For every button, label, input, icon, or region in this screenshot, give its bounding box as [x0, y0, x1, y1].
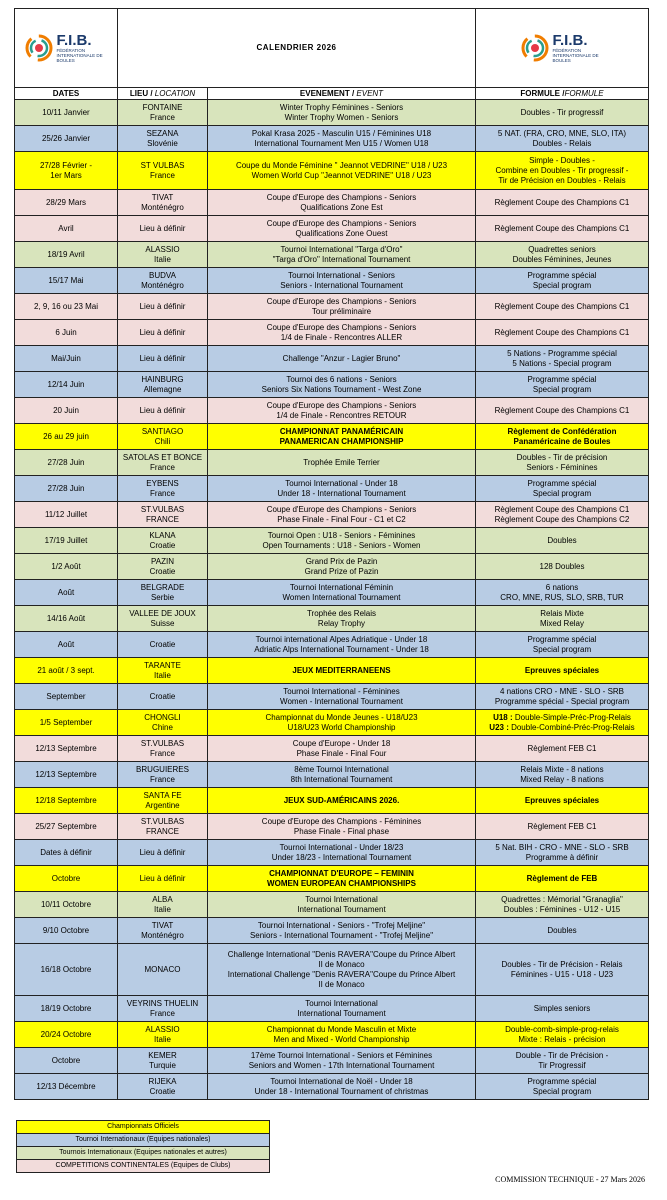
- date-cell: 1/5 September: [15, 710, 118, 736]
- formula-cell: Simple - Doubles - Combine en Doubles - Tir progressif - Tir de Précision en Doubles - Relais: [476, 152, 649, 190]
- event-cell: Coupe d'Europe des Champions - Seniors Qualifications Zone Ouest: [208, 216, 476, 242]
- location-cell: HAINBURG Allemagne: [118, 372, 208, 398]
- calendar-row: [15, 242, 649, 268]
- calendar-row: [15, 152, 649, 190]
- formula-cell: Doubles - Tir de précision Seniors - Féminines: [476, 450, 649, 476]
- column-header-row: [15, 88, 649, 100]
- event-cell: Coupe d'Europe des Champions - Féminines Phase Finale - Final phase: [208, 814, 476, 840]
- location-cell: Lieu à définir: [118, 294, 208, 320]
- event-cell: 8ème Tournoi International 8th International Tournament: [208, 762, 476, 788]
- formula-cell: Quadrettes : Mémorial "Granaglia" Doubles : Féminines - U12 - U15: [476, 892, 649, 918]
- location-cell: ST.VULBAS FRANCE: [118, 814, 208, 840]
- location-cell: VEYRINS THUELIN France: [118, 996, 208, 1022]
- logo-text: F.I.B.: [56, 32, 92, 49]
- date-cell: September: [15, 684, 118, 710]
- col-lieu-fr: LIEU: [129, 88, 149, 98]
- event-cell: Coupe d'Europe des Champions - Seniors Qualifications Zone Est: [208, 190, 476, 216]
- formula-cell: U18 : Double-Simple-Préc-Prog-Relais U23 : Double-Combiné-Préc-Prog-Relais: [476, 710, 649, 736]
- calendar-row: [15, 1022, 649, 1048]
- formula-cell: Programme spécial Special program: [476, 372, 649, 398]
- event-cell: Tournoi International Féminin Women International Tournament: [208, 580, 476, 606]
- fib-logo-icon: [520, 33, 550, 63]
- date-cell: 10/11 Octobre: [15, 892, 118, 918]
- event-cell: Coupe d'Europe des Champions - Seniors Tour préliminaire: [208, 294, 476, 320]
- formula-cell: Quadrettes seniors Doubles Féminines, Jeunes: [476, 242, 649, 268]
- date-cell: Octobre: [15, 866, 118, 892]
- legend-item: COMPETITIONS CONTINENTALES (Equipes de Clubs): [17, 1160, 269, 1172]
- location-cell: BELGRADE Serbie: [118, 580, 208, 606]
- col-lieu-en: LOCATION: [154, 88, 196, 98]
- calendar-row: [15, 762, 649, 788]
- location-cell: ST.VULBAS France: [118, 736, 208, 762]
- event-cell: Championnat du Monde Masculin et Mixte Men and Mixed - World Championship: [208, 1022, 476, 1048]
- date-cell: 20/24 Octobre: [15, 1022, 118, 1048]
- col-formule-fr: FORMULE: [520, 88, 560, 98]
- formula-cell: Doubles - Tir progressif: [476, 100, 649, 126]
- calendar-row: [15, 944, 649, 996]
- formula-cell: Règlement de Confédération Panaméricaine de Boules: [476, 424, 649, 450]
- calendar-rows: [15, 100, 649, 1100]
- event-cell: Winter Trophy Féminines - Seniors Winter Trophy Women - Seniors: [208, 100, 476, 126]
- location-cell: FONTAINE France: [118, 100, 208, 126]
- date-cell: Dates à définir: [15, 840, 118, 866]
- col-dates: DATES: [15, 88, 118, 100]
- calendar-row: [15, 1074, 649, 1100]
- col-lieu: LIEU / LOCATION: [118, 88, 208, 100]
- date-cell: 18/19 Octobre: [15, 996, 118, 1022]
- formula-cell: Programme spécial Special program: [476, 476, 649, 502]
- location-cell: Lieu à définir: [118, 840, 208, 866]
- event-cell: Challenge "Anzur - Lagier Bruno": [208, 346, 476, 372]
- calendar-table: [14, 8, 649, 1100]
- formula-cell: Règlement de FEB: [476, 866, 649, 892]
- event-cell: Tournoi des 6 nations - Seniors Seniors Six Nations Tournament - West Zone: [208, 372, 476, 398]
- event-cell: JEUX MEDITERRANEENS: [208, 658, 476, 684]
- calendar-row: [15, 918, 649, 944]
- formula-cell: Règlement Coupe des Champions C1: [476, 294, 649, 320]
- date-cell: Août: [15, 632, 118, 658]
- formula-cell: 5 Nations - Programme spécial 5 Nations - Special program: [476, 346, 649, 372]
- event-cell: CHAMPIONNAT D'EUROPE – FEMININ WOMEN EUROPEAN CHAMPIONSHIPS: [208, 866, 476, 892]
- formula-cell: Règlement FEB C1: [476, 736, 649, 762]
- logo-left: [15, 9, 118, 88]
- event-cell: Tournoi International - Seniors - "Trofej Meljine" Seniors - International Tournament - "Trofej Meljine": [208, 918, 476, 944]
- formula-cell: Double - Tir de Précision - Tir Progressif: [476, 1048, 649, 1074]
- col-event: EVENEMENT / EVENT: [208, 88, 476, 100]
- date-cell: 12/18 Septembre: [15, 788, 118, 814]
- formula-cell: Simples seniors: [476, 996, 649, 1022]
- date-cell: 27/28 Juin: [15, 476, 118, 502]
- formula-cell: Règlement FEB C1: [476, 814, 649, 840]
- event-cell: Tournoi International de Noël - Under 18 Under 18 - International Tournament of christmas: [208, 1074, 476, 1100]
- location-cell: Lieu à définir: [118, 320, 208, 346]
- calendar-row: [15, 450, 649, 476]
- calendar-row: [15, 398, 649, 424]
- date-cell: 27/28 Février - 1er Mars: [15, 152, 118, 190]
- event-cell: Championnat du Monde Jeunes - U18/U23 U18/U23 World Championship: [208, 710, 476, 736]
- event-cell: Challenge International "Denis RAVERA"Coupe du Prince Albert II de Monaco International Challenge "Denis RAVERA"Coupe du Prince Albert II de Monaco: [208, 944, 476, 996]
- location-cell: KEMER Turquie: [118, 1048, 208, 1074]
- event-cell: Tournoi Open : U18 - Seniors - Féminines Open Tournaments : U18 - Seniors - Women: [208, 528, 476, 554]
- calendar-row: [15, 814, 649, 840]
- date-cell: 17/19 Juillet: [15, 528, 118, 554]
- formula-cell: Règlement Coupe des Champions C1: [476, 320, 649, 346]
- calendar-row: [15, 476, 649, 502]
- date-cell: 10/11 Janvier: [15, 100, 118, 126]
- formula-cell: Règlement Coupe des Champions C1: [476, 216, 649, 242]
- event-cell: CHAMPIONNAT PANAMÉRICAIN PANAMERICAN CHAMPIONSHIP: [208, 424, 476, 450]
- formula-cell: 5 Nat. BIH - CRO - MNE - SLO - SRB Programme à définir: [476, 840, 649, 866]
- event-cell: Tournoi International - Seniors Seniors - International Tournament: [208, 268, 476, 294]
- date-cell: 18/19 Avril: [15, 242, 118, 268]
- logo-subtext: FÉDÉRATION INTERNATIONALE DE BOULES: [552, 48, 599, 63]
- legend-item: Championnats Officiels: [17, 1121, 269, 1134]
- calendar-row: [15, 190, 649, 216]
- date-cell: 25/26 Janvier: [15, 126, 118, 152]
- formula-cell: Double-comb-simple-prog-relais Mixte : Relais - précision: [476, 1022, 649, 1048]
- date-cell: 6 Juin: [15, 320, 118, 346]
- date-cell: Mai/Juin: [15, 346, 118, 372]
- date-cell: 11/12 Juillet: [15, 502, 118, 528]
- date-cell: Août: [15, 580, 118, 606]
- calendar-row: [15, 996, 649, 1022]
- calendar-row: [15, 892, 649, 918]
- event-cell: 17ème Tournoi International - Seniors et Féminines Seniors and Women - 17th International Tournament: [208, 1048, 476, 1074]
- col-formule: FORMULE /FORMULE: [476, 88, 649, 100]
- logo-right: [476, 9, 649, 88]
- location-cell: TARANTE Italie: [118, 658, 208, 684]
- calendar-row: [15, 684, 649, 710]
- calendar-row: [15, 1048, 649, 1074]
- calendar-row: [15, 840, 649, 866]
- fib-logo-icon: [24, 33, 54, 63]
- legend-item: Tournois Internationaux (Equipes nationales et autres): [17, 1147, 269, 1160]
- calendar-row: [15, 424, 649, 450]
- event-cell: Coupe d'Europe - Under 18 Phase Finale - Final Four: [208, 736, 476, 762]
- col-event-en: EVENT: [356, 88, 384, 98]
- formula-cell: Programme spécial Special program: [476, 1074, 649, 1100]
- calendar-row: [15, 268, 649, 294]
- calendar-row: [15, 736, 649, 762]
- event-cell: JEUX SUD-AMÉRICAINS 2026.: [208, 788, 476, 814]
- location-cell: RIJEKA Croatie: [118, 1074, 208, 1100]
- date-cell: 2, 9, 16 ou 23 Mai: [15, 294, 118, 320]
- date-cell: 25/27 Septembre: [15, 814, 118, 840]
- calendar-row: [15, 580, 649, 606]
- formula-cell: Règlement Coupe des Champions C1 Règlement Coupe des Champions C2: [476, 502, 649, 528]
- event-cell: Pokal Krasa 2025 - Masculin U15 / Féminines U18 International Tournament Men U15 / Women U18: [208, 126, 476, 152]
- event-cell: Coupe d'Europe des Champions - Seniors 1/4 de Finale - Rencontres ALLER: [208, 320, 476, 346]
- event-cell: Tournoi International "Targa d'Oro" "Targa d'Oro" International Tournament: [208, 242, 476, 268]
- legend-item: Tournoi Internationaux (Equipes nationales): [17, 1134, 269, 1147]
- calendar-row: [15, 632, 649, 658]
- location-cell: Lieu à définir: [118, 346, 208, 372]
- calendar-row: [15, 372, 649, 398]
- date-cell: 12/14 Juin: [15, 372, 118, 398]
- calendar-row: [15, 216, 649, 242]
- calendar-row: [15, 658, 649, 684]
- date-cell: 20 Juin: [15, 398, 118, 424]
- date-cell: 12/13 Septembre: [15, 736, 118, 762]
- date-cell: 1/2 Août: [15, 554, 118, 580]
- calendar-row: [15, 606, 649, 632]
- formula-cell: Doubles: [476, 918, 649, 944]
- location-cell: Croatie: [118, 684, 208, 710]
- event-cell: Coupe d'Europe des Champions - Seniors 1/4 de Finale - Rencontres RETOUR: [208, 398, 476, 424]
- formula-cell: Programme spécial Special program: [476, 268, 649, 294]
- location-cell: PAZIN Croatie: [118, 554, 208, 580]
- formula-cell: 6 nations CRO, MNE, RUS, SLO, SRB, TUR: [476, 580, 649, 606]
- location-cell: EYBENS France: [118, 476, 208, 502]
- event-cell: Tournoi International - Under 18/23 Under 18/23 - International Tournament: [208, 840, 476, 866]
- location-cell: SATOLAS ET BONCE France: [118, 450, 208, 476]
- date-cell: 27/28 Juin: [15, 450, 118, 476]
- location-cell: Lieu à définir: [118, 866, 208, 892]
- legend: [16, 1120, 270, 1173]
- calendar-row: [15, 100, 649, 126]
- event-cell: Trophée des Relais Relay Trophy: [208, 606, 476, 632]
- formula-cell: 128 Doubles: [476, 554, 649, 580]
- formula-cell: Doubles: [476, 528, 649, 554]
- date-cell: Octobre: [15, 1048, 118, 1074]
- event-cell: Trophée Emile Terrier: [208, 450, 476, 476]
- location-cell: TIVAT Monténégro: [118, 190, 208, 216]
- header-row: [15, 9, 649, 88]
- location-cell: Lieu à définir: [118, 398, 208, 424]
- event-cell: Tournoi International - Under 18 Under 18 - International Tournament: [208, 476, 476, 502]
- event-cell: Tournoi International International Tournament: [208, 892, 476, 918]
- formula-cell: Epreuves spéciales: [476, 788, 649, 814]
- date-cell: 26 au 29 juin: [15, 424, 118, 450]
- calendar-row: [15, 294, 649, 320]
- col-event-fr: EVENEMENT: [299, 88, 350, 98]
- location-cell: CHONGLI Chine: [118, 710, 208, 736]
- location-cell: ST VULBAS France: [118, 152, 208, 190]
- location-cell: SANTIAGO Chili: [118, 424, 208, 450]
- footer-note: COMMISSION TECHNIQUE - 27 Mars 2026: [495, 1175, 645, 1184]
- page-title: CALENDRIER 2026: [118, 9, 476, 88]
- location-cell: KLANA Croatie: [118, 528, 208, 554]
- date-cell: 14/16 Août: [15, 606, 118, 632]
- calendar-row: [15, 788, 649, 814]
- col-formule-en: FORMULE: [564, 88, 604, 98]
- calendar-row: [15, 528, 649, 554]
- date-cell: 28/29 Mars: [15, 190, 118, 216]
- event-cell: Tournoi international Alpes Adriatique - Under 18 Adriatic Alps International Tournament - Under 18: [208, 632, 476, 658]
- calendar-row: [15, 710, 649, 736]
- location-cell: MONACO: [118, 944, 208, 996]
- date-cell: 9/10 Octobre: [15, 918, 118, 944]
- date-cell: 12/13 Décembre: [15, 1074, 118, 1100]
- date-cell: Avril: [15, 216, 118, 242]
- location-cell: ALBA Italie: [118, 892, 208, 918]
- formula-cell: Règlement Coupe des Champions C1: [476, 190, 649, 216]
- calendar-row: [15, 346, 649, 372]
- location-cell: TIVAT Monténégro: [118, 918, 208, 944]
- event-cell: Coupe d'Europe des Champions - Seniors Phase Finale - Final Four - C1 et C2: [208, 502, 476, 528]
- calendar-row: [15, 320, 649, 346]
- date-cell: 16/18 Octobre: [15, 944, 118, 996]
- formula-cell: Doubles - Tir de Précision - Relais Féminines - U15 - U18 - U23: [476, 944, 649, 996]
- date-cell: 15/17 Mai: [15, 268, 118, 294]
- formula-cell: 4 nations CRO - MNE - SLO - SRB Programme spécial - Special program: [476, 684, 649, 710]
- event-cell: Coupe du Monde Féminine " Jeannot VEDRINE" U18 / U23 Women World Cup "Jeannot VEDRINE" U18 / U23: [208, 152, 476, 190]
- logo-subtext: FÉDÉRATION INTERNATIONALE DE BOULES: [56, 48, 103, 63]
- location-cell: SEZANA Slovénie: [118, 126, 208, 152]
- location-cell: VALLEE DE JOUX Suisse: [118, 606, 208, 632]
- formula-cell: Programme spécial Special program: [476, 632, 649, 658]
- formula-cell: Relais Mixte Mixed Relay: [476, 606, 649, 632]
- event-cell: Tournoi International - Féminines Women - International Tournament: [208, 684, 476, 710]
- calendar-sheet: [14, 8, 648, 1100]
- calendar-row: [15, 866, 649, 892]
- location-cell: ALASSIO Italie: [118, 1022, 208, 1048]
- location-cell: Lieu à définir: [118, 216, 208, 242]
- calendar-row: [15, 126, 649, 152]
- event-cell: Grand Prix de Pazin Grand Prize of Pazin: [208, 554, 476, 580]
- location-cell: ST.VULBAS FRANCE: [118, 502, 208, 528]
- location-cell: ALASSIO Italie: [118, 242, 208, 268]
- date-cell: 21 août / 3 sept.: [15, 658, 118, 684]
- location-cell: BRUGUIERES France: [118, 762, 208, 788]
- logo-text: F.I.B.: [552, 32, 588, 49]
- location-cell: Croatie: [118, 632, 208, 658]
- formula-cell: Relais Mixte - 8 nations Mixed Relay - 8 nations: [476, 762, 649, 788]
- location-cell: BUDVA Monténégro: [118, 268, 208, 294]
- formula-cell: Règlement Coupe des Champions C1: [476, 398, 649, 424]
- event-cell: Tournoi International International Tournament: [208, 996, 476, 1022]
- location-cell: SANTA FE Argentine: [118, 788, 208, 814]
- formula-cell: Epreuves spéciales: [476, 658, 649, 684]
- formula-cell: 5 NAT. (FRA, CRO, MNE, SLO, ITA) Doubles - Relais: [476, 126, 649, 152]
- date-cell: 12/13 Septembre: [15, 762, 118, 788]
- calendar-row: [15, 554, 649, 580]
- calendar-row: [15, 502, 649, 528]
